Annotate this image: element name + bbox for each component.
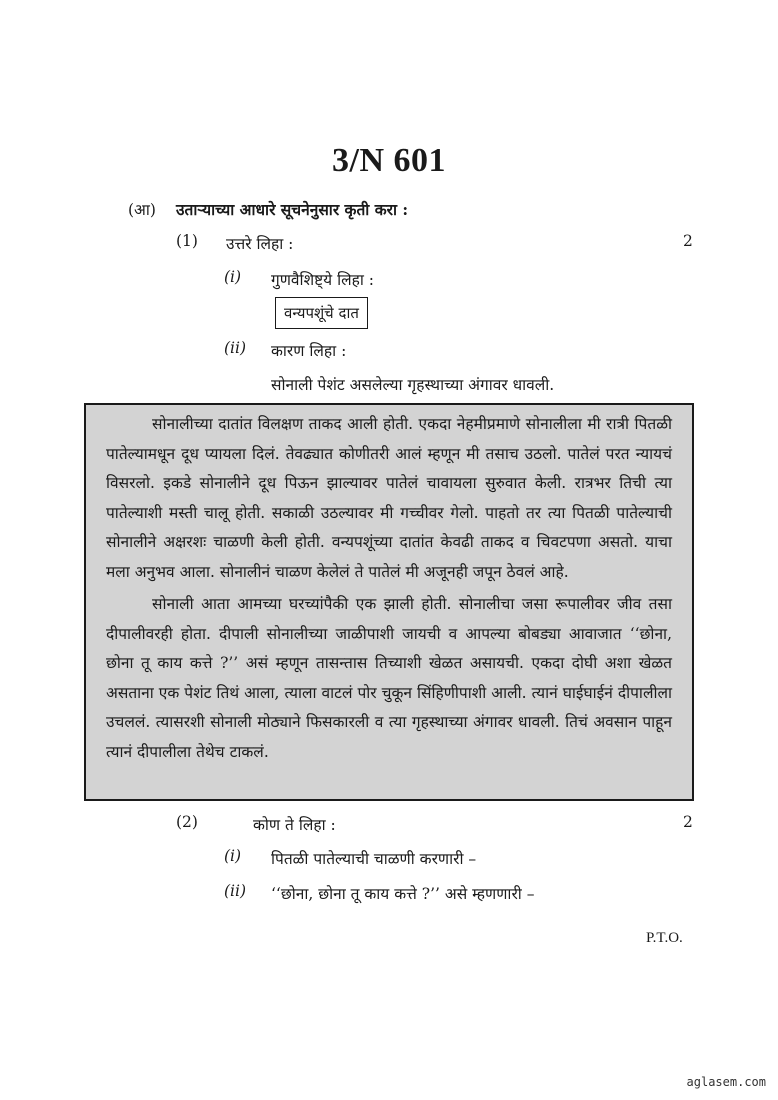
source-watermark: aglasem.com: [686, 1075, 766, 1089]
q2-sub-i-text: पितळी पातेल्याची चाळणी करणारी –: [271, 850, 477, 868]
q1-title: उत्तरे लिहा :: [226, 235, 294, 253]
passage-paragraph-1: सोनालीच्या दातांत विलक्षण ताकद आली होती. एकदा नेहमीप्रमाणे सोनालीला मी रात्री पितळी पातेल्यामधून दूध प्यायला दिलं. तेवढ्यात कोणीतरी आलं म्हणून मी तसाच उठलो. पातेलं परत न्यायचं विसरलो. इकडे सोनालीने दूध पिऊन झाल्यावर पातेलं चावायला सुरुवात केली. रात्रभर तिची त्या पातेल्याशी मस्ती चालू होती. सकाळी उठल्यावर मी गच्चीवर गेलो. पाहतो तर त्या पितळी पातेल्याची सोनालीने अक्षरशः चाळणी केली होती. वन्यपशूंच्या दातांत केवढी ताकद व चिवटपणा असतो. याचा मला अनुभव आला. सोनालीनं चाळण केलेलं ते पातेलं मी अजूनही जपून ठेवलं आहे.: [106, 415, 672, 581]
q1-sub-ii-label: (ii): [224, 339, 247, 357]
q1-sub-i-text: गुणवैशिष्ट्ये लिहा :: [271, 271, 374, 289]
q1-sub-ii-statement: सोनाली पेशंट असलेल्या गृहस्थाच्या अंगावर धावली.: [271, 376, 555, 394]
passage-box: [84, 403, 694, 801]
q1-sub-i-boxed-term: वन्यपशूंचे दात: [275, 297, 368, 329]
q2-marks: 2: [683, 813, 693, 831]
section-instruction: उताऱ्याच्या आधारे सूचनेनुसार कृती करा :: [176, 200, 409, 219]
q2-number: (2): [176, 813, 198, 831]
passage-paragraph-2: सोनाली आता आमच्या घरच्यांपैकी एक झाली होती. सोनालीचा जसा रूपालीवर जीव तसा दीपालीवरही होता. दीपाली सोनालीच्या जाळीपाशी जायची व आपल्या बोबड्या आवाजात ‘‘छोना, छोना तू काय कत्ते ?’’ असं म्हणून तासन्तास तिच्याशी खेळत असायची. एकदा दोघी अशा खेळत असताना एक पेशंट तिथं आला, त्याला वाटलं पोर चुकून सिंहिणीपाशी आली. त्यानं घाईघाईनं दीपालीला उचललं. त्यासरशी सोनाली मोठ्याने फिसकारली व त्या गृहस्थाच्या अंगावर धावली. तिचं अवसान पाहून त्यानं दीपालीला तेथेच टाकलं.: [106, 595, 672, 761]
q1-number: (1): [176, 232, 198, 250]
page-code: 3/N 601: [332, 142, 446, 179]
section-label: (आ): [128, 201, 156, 219]
q2-sub-i-label: (i): [224, 847, 242, 865]
q2-title: कोण ते लिहा :: [253, 816, 336, 834]
q1-marks: 2: [683, 232, 693, 250]
q1-sub-i-label: (i): [224, 268, 242, 286]
pto-label: P.T.O.: [646, 930, 683, 946]
q1-sub-ii-text: कारण लिहा :: [271, 342, 347, 360]
q2-sub-ii-text: ‘‘छोना, छोना तू काय कत्ते ?’’ असे म्हणणारी –: [271, 885, 535, 903]
q2-sub-ii-label: (ii): [224, 882, 247, 900]
